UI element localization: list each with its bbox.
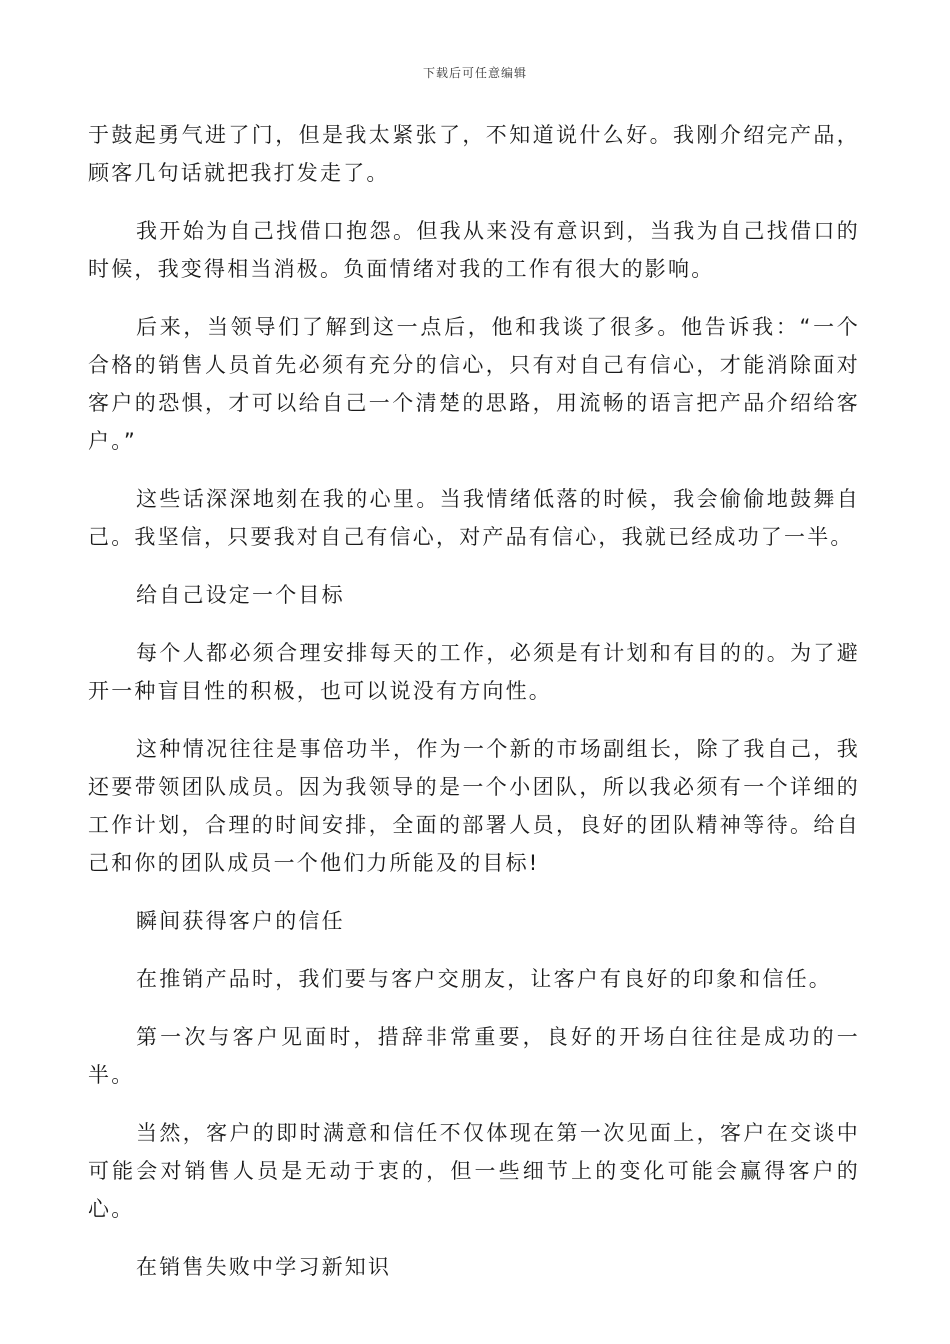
paragraph: 这种情况往往是事倍功半，作为一个新的市场副组长，除了我自己，我还要带领团队成员。因为我领导的是一个小团队，所以我必须有一个详细的工作计划，合理的时间安排，全面的部署人员，良好的团队精神等待。给自己和你的团队成员一个他们力所能及的目标!	[88, 737, 860, 875]
paragraph-continuation: 于鼓起勇气进了门，但是我太紧张了，不知道说什么好。我刚介绍完产品，顾客几句话就把我打发走了。	[88, 123, 860, 185]
paragraph: 每个人都必须合理安排每天的工作，必须是有计划和有目的的。为了避开一种盲目性的积极，也可以说没有方向性。	[88, 641, 860, 703]
paragraph: 后来，当领导们了解到这一点后，他和我谈了很多。他告诉我：“一个合格的销售人员首先必须有充分的信心，只有对自己有信心，才能消除面对客户的恐惧，才可以给自己一个清楚的思路，用流畅的语言把产品介绍给客户。”	[88, 315, 860, 453]
paragraph: 我开始为自己找借口抱怨。但我从来没有意识到，当我为自己找借口的时候，我变得相当消极。负面情绪对我的工作有很大的影响。	[88, 219, 860, 281]
paragraph: 这些话深深地刻在我的心里。当我情绪低落的时候，我会偷偷地鼓舞自己。我坚信，只要我对自己有信心，对产品有信心，我就已经成功了一半。	[88, 487, 860, 549]
section-heading-trust: 瞬间获得客户的信任	[136, 909, 345, 933]
document-body	[88, 116, 860, 1306]
paragraph: 在推销产品时，我们要与客户交朋友，让客户有良好的印象和信任。	[136, 967, 832, 991]
section-heading-goal: 给自己设定一个目标	[136, 583, 345, 607]
paragraph: 当然，客户的即时满意和信任不仅体现在第一次见面上，客户在交谈中可能会对销售人员是无动于衷的，但一些细节上的变化可能会赢得客户的心。	[88, 1121, 860, 1221]
paragraph: 第一次与客户见面时，措辞非常重要，良好的开场白往往是成功的一半。	[88, 1025, 860, 1087]
page-header: 下载后可任意编辑	[422, 66, 527, 80]
section-heading-learning: 在销售失败中学习新知识	[136, 1255, 392, 1279]
